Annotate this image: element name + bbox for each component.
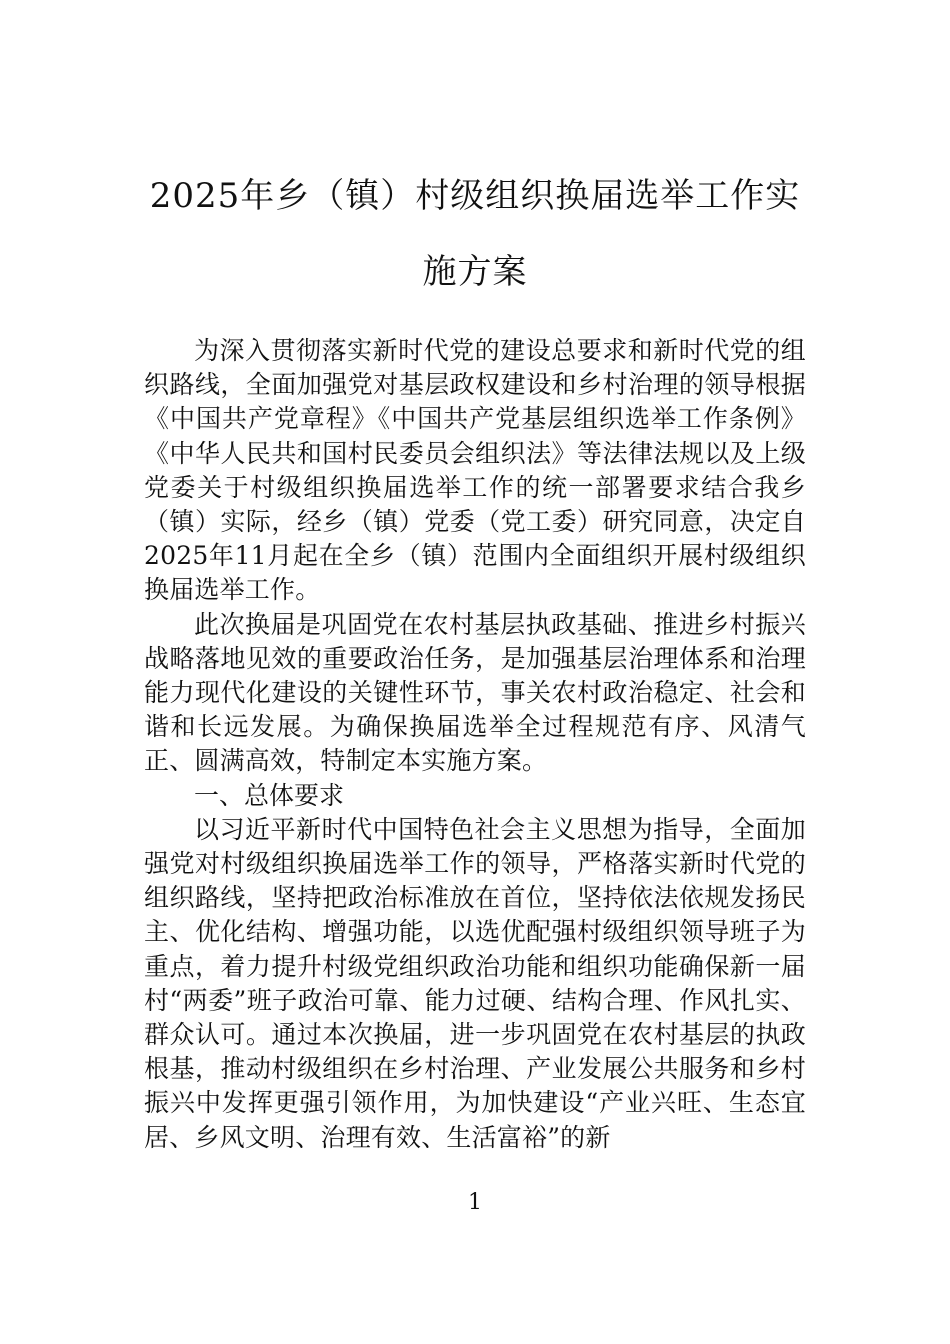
title-line-2: 施方案 [422,252,528,292]
intro-paragraph: 为深入贯彻落实新时代党的建设总要求和新时代党的组织路线，全面加强党对基层政权建设和乡村治理的领导根据《中国共产党章程》《中国共产党基层组织选举工作条例》《中华人民共和国村民委员会组织法》等法律法规以及上级党委关于村级组织换届选举工作的统一部署要求结合我乡（镇）实际，经乡（镇）党委（党工委）研究同意，决定自2025年11月起在全乡（镇）范围内全面组织开展村级组织换届选举工作。 [144,336,806,605]
section-paragraph: 以习近平新时代中国特色社会主义思想为指导，全面加强党对村级组织换届选举工作的领导，严格落实新时代党的组织路线，坚持把政治标准放在首位，坚持依法依规发扬民主、优化结构、增强功能，以选优配强村级组织领导班子为重点，着力提升村级党组织政治功能和组织功能确保新一届村“两委”班子政治可靠、能力过硬、结构合理、作风扎实、群众认可。通过本次换届，进一步巩固党在农村基层的执政根基，推动村级组织在乡村治理、产业发展公共服务和乡村振兴中发挥更强引领作用，为加快建设“产业兴旺、生态宜居、乡风文明、治理有效、生活富裕”的新 [144,814,806,1152]
document-body [144,334,806,1155]
section-heading: 一、总体要求 [194,780,345,810]
document-title [120,158,830,310]
page-number: 1 [468,1190,482,1215]
title-line-1: 2025年乡（镇）村级组织换届选举工作实 [149,176,801,216]
purpose-paragraph: 此次换届是巩固党在农村基层执政基础、推进乡村振兴战略落地见效的重要政治任务，是加强基层治理体系和治理能力现代化建设的关键性环节，事关农村政治稳定、社会和谐和长远发展。为确保换届选举全过程规范有序、风清气正、圆满高效，特制定本实施方案。 [144,609,806,776]
